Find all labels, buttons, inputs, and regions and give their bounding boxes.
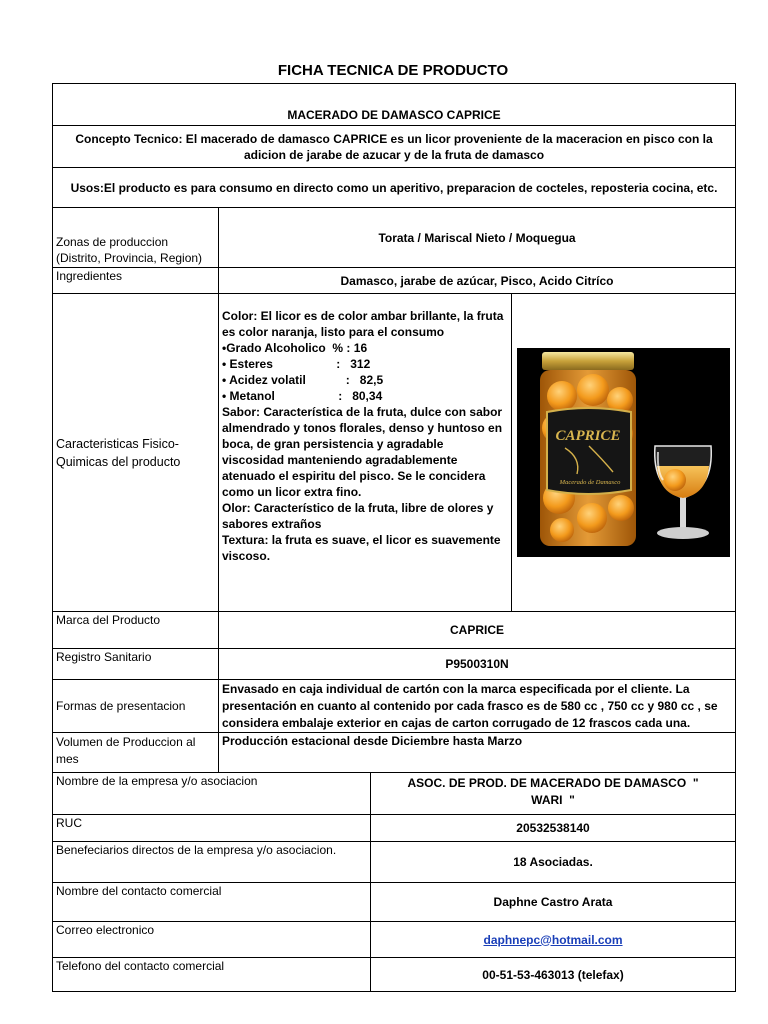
registro-label: Registro Sanitario	[53, 649, 219, 680]
marca-label: Marca del Producto	[53, 612, 219, 649]
row-volumen	[53, 733, 736, 773]
correo-value-cell	[371, 922, 736, 958]
metanol-value: • Metanol : 80,34	[222, 389, 383, 403]
formas-value: Envasado en caja individual de cartón con la marca especificada por el cliente. La presentación en cuanto al contenido por cada frasco es de 580 cc , 750 cc y 980 cc , se considera embalaje exterior en cajas de carton corrugado de 12 frascos cada una.	[219, 680, 736, 733]
ingredientes-value: Damasco, jarabe de azúcar, Pisco, Acido Citríco	[219, 268, 736, 294]
registro-value: P9500310N	[219, 649, 736, 680]
beneficiarios-label: Benefeciarios directos de la empresa y/o asociacion.	[53, 842, 371, 883]
row-ruc	[53, 815, 736, 842]
row-caracteristicas	[53, 294, 736, 612]
jar-label-subtitle: Macerado de Damasco	[559, 479, 621, 486]
zonas-label-line2: (Distrito, Provincia, Region)	[56, 251, 203, 265]
empresa-value-line2: WARI "	[531, 793, 575, 807]
row-product-title	[53, 84, 736, 126]
jar-and-glass-illustration	[517, 348, 730, 557]
usos-text: Usos:El producto es para consumo en directo como un aperitivo, preparacion de cocteles, reposteria cocina, etc.	[53, 168, 736, 208]
jar-lid	[542, 352, 634, 370]
row-empresa	[53, 773, 736, 815]
sabor-text: Sabor: Característica de la fruta, dulce con sabor almendrado y tonos florales, denso y huntoso en boca, de gran persistencia y agradable viscosidad manteniendo agradablemente atenuado el espiritu del pisco. Se le concidera como un licor extra fino.	[222, 405, 503, 499]
jar-label-brand: CAPRICE	[555, 428, 621, 444]
brandy-glass	[655, 446, 712, 539]
row-zonas	[53, 208, 736, 268]
row-registro	[53, 649, 736, 680]
contacto-label: Nombre del contacto comercial	[53, 883, 371, 922]
email-link[interactable]: daphnepc@hotmail.com	[483, 932, 623, 947]
row-telefono	[53, 958, 736, 992]
row-contacto	[53, 883, 736, 922]
acidez-value: • Acidez volatil : 82,5	[222, 373, 384, 387]
empresa-label: Nombre de la empresa y/o asociacion	[53, 773, 371, 815]
grado-alcoholico: •Grado Alcoholico % : 16	[222, 341, 368, 355]
color-text: Color: El licor es de color ambar brillante, la fruta es color naranja, listo para el consumo	[222, 309, 504, 339]
row-ingredientes	[53, 268, 736, 294]
product-title: MACERADO DE DAMASCO CAPRICE	[53, 84, 736, 126]
row-usos	[53, 168, 736, 208]
volumen-value: Producción estacional desde Diciembre hasta Marzo	[219, 733, 736, 773]
row-marca	[53, 612, 736, 649]
concepto-tecnico: Concepto Tecnico: El macerado de damasco CAPRICE es un licor proveniente de la maceracion en pisco con la adicion de jarabe de azucar y de la fruta de damasco	[53, 126, 736, 168]
zonas-value: Torata / Mariscal Nieto / Moquegua	[219, 208, 736, 268]
ruc-value: 20532538140	[371, 815, 736, 842]
document-title: FICHA TECNICA DE PRODUCTO	[277, 62, 509, 79]
formas-label: Formas de presentacion	[53, 680, 219, 733]
product-photo-cell	[512, 294, 736, 612]
ingredientes-label: Ingredientes	[53, 268, 219, 294]
beneficiarios-value: 18 Asociadas.	[371, 842, 736, 883]
empresa-value-line1: ASOC. DE PROD. DE MACERADO DE DAMASCO "	[407, 776, 699, 790]
esteres-value: • Esteres : 312	[222, 357, 371, 371]
correo-label: Correo electronico	[53, 922, 371, 958]
caracteristicas-details	[219, 294, 512, 612]
product-spec-table	[52, 83, 736, 992]
row-correo	[53, 922, 736, 958]
olor-text: Olor: Característico de la fruta, libre de olores y sabores extraños	[222, 501, 494, 531]
zonas-label-line1: Zonas de produccion	[56, 235, 169, 249]
marca-value: CAPRICE	[219, 612, 736, 649]
volumen-label: Volumen de Produccion al mes	[53, 733, 219, 773]
row-formas	[53, 680, 736, 733]
contacto-value: Daphne Castro Arata	[371, 883, 736, 922]
zonas-label	[53, 208, 219, 268]
ruc-label: RUC	[53, 815, 371, 842]
telefono-label: Telefono del contacto comercial	[53, 958, 371, 992]
row-beneficiarios	[53, 842, 736, 883]
caracteristicas-label: Caracteristicas Fisico-Quimicas del producto	[53, 294, 219, 612]
empresa-value	[371, 773, 736, 815]
textura-text: Textura: la fruta es suave, el licor es suavemente viscoso.	[222, 533, 501, 563]
jar-label	[547, 408, 631, 494]
row-concepto	[53, 126, 736, 168]
telefono-value: 00-51-53-463013 (telefax)	[371, 958, 736, 992]
product-photo	[517, 348, 730, 557]
